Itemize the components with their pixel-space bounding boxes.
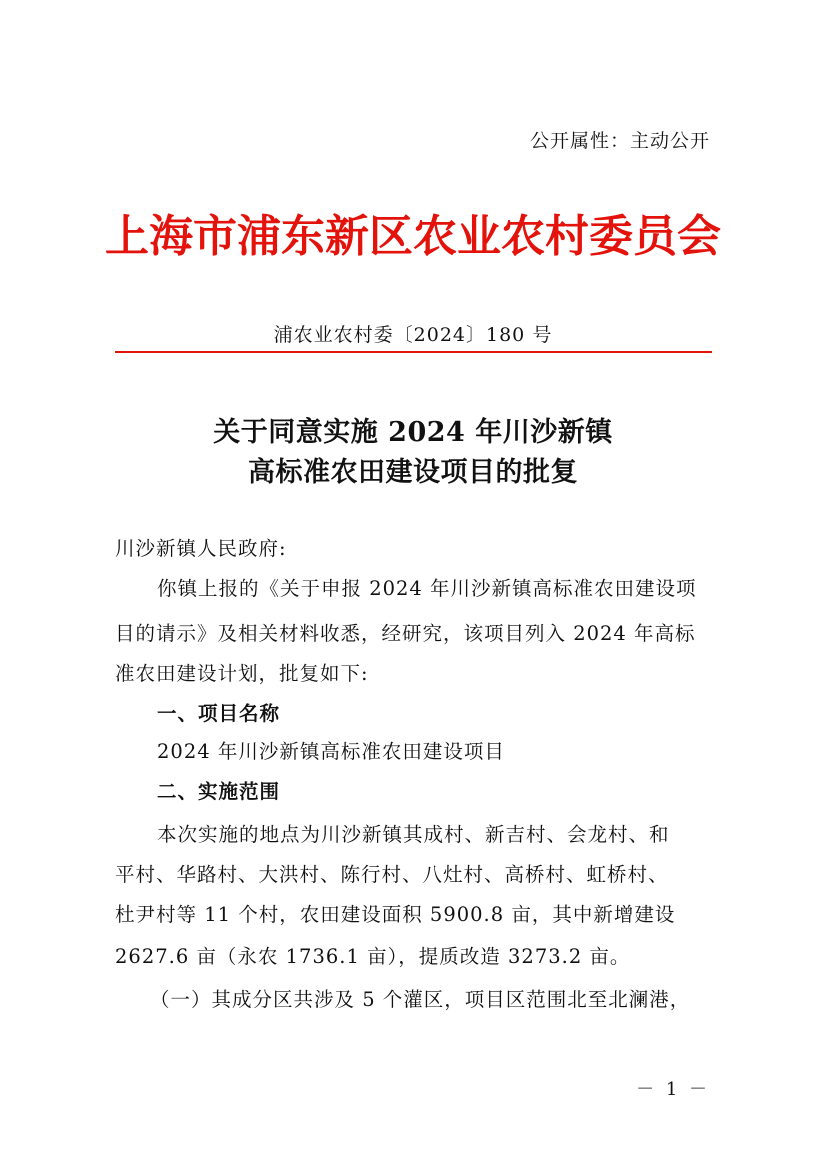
disclosure-attribute: 公开属性：主动公开 [529, 130, 710, 152]
document-title-line-2: 高标准农田建设项目的批复 [248, 457, 578, 488]
salutation: 川沙新镇人民政府: [115, 537, 287, 560]
red-divider-line [115, 351, 712, 353]
section-2-heading: 二、实施范围 [157, 780, 281, 803]
section-1-heading: 一、项目名称 [157, 702, 281, 725]
intro-line-2: 目的请示》及相关材料收悉，经研究，该项目列入 2024 年高标 [115, 622, 696, 645]
subsection-1-line: （一）其成分区共涉及 5 个灌区，项目区范围北至北澜港， [150, 988, 691, 1011]
document-number: 浦农业农村委〔2024〕180 号 [273, 324, 553, 346]
intro-line-1: 你镇上报的《关于申报 2024 年川沙新镇高标准农田建设项 [157, 577, 697, 600]
section-2-line-2: 平村、华路村、大洪村、陈行村、八灶村、高桥村、虹桥村、 [115, 863, 669, 886]
issuing-organization-header: 上海市浦东新区农业农村委员会 [105, 211, 721, 262]
section-2-line-4: 2627.6 亩（永农 1736.1 亩），提质改造 3273.2 亩。 [115, 945, 631, 968]
section-1-text: 2024 年川沙新镇高标准农田建设项目 [157, 740, 505, 763]
section-2-line-1: 本次实施的地点为川沙新镇其成村、新吉村、会龙村、和 [157, 823, 670, 846]
document-title-line-1: 关于同意实施 2024 年川沙新镇 [213, 417, 613, 448]
section-2-line-3: 杜尹村等 11 个村，农田建设面积 5900.8 亩，其中新增建设 [115, 903, 676, 926]
intro-line-3: 准农田建设计划，批复如下: [115, 662, 369, 685]
page-number: － 1 － [636, 1079, 710, 1100]
